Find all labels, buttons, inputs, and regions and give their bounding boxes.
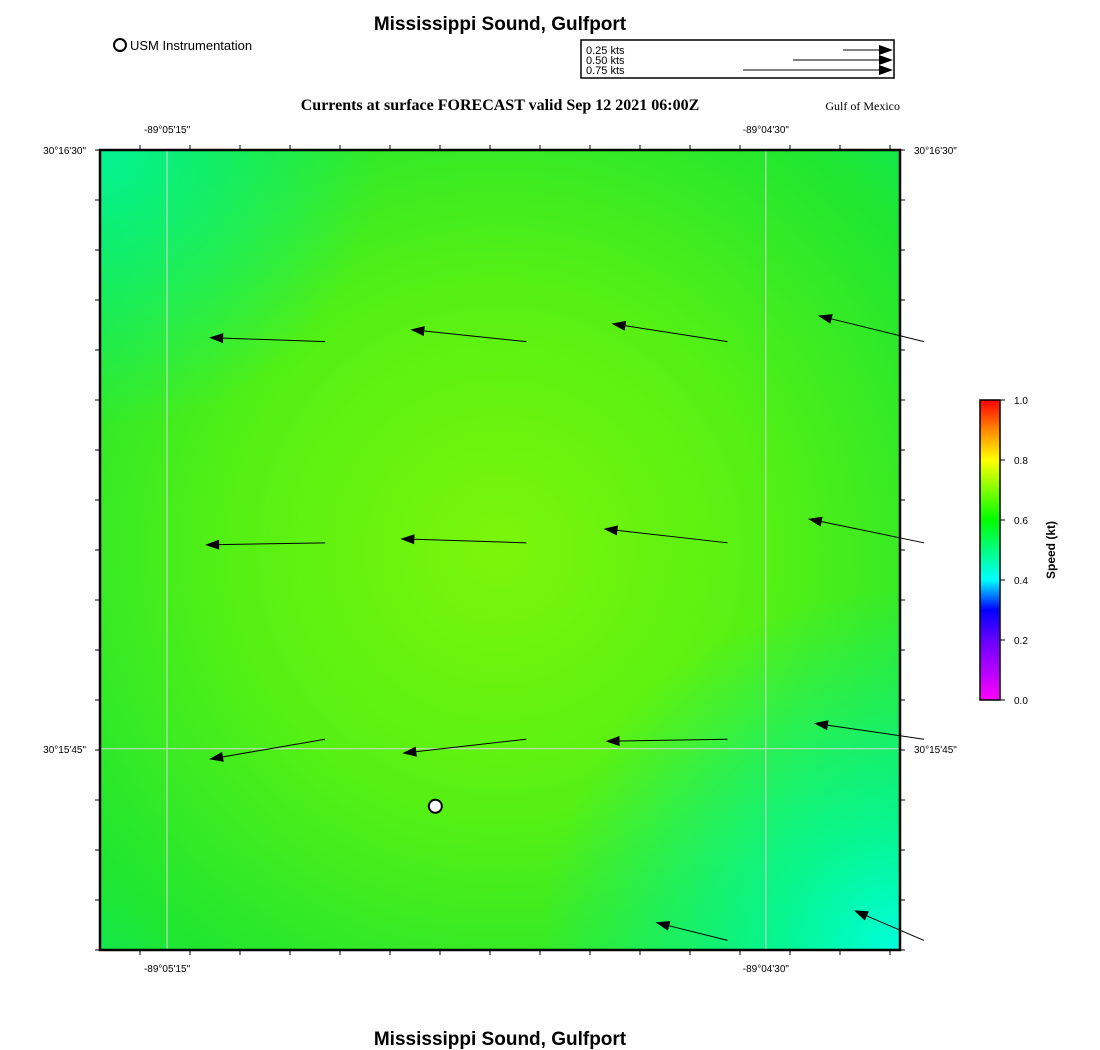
lat-label-right: 30°15'45": [914, 744, 957, 756]
colorbar-tick-label: 0.4: [1014, 576, 1028, 587]
lon-label-top: -89°04'30": [742, 125, 789, 136]
lat-label-right: 30°16'30": [914, 146, 957, 157]
colorbar-gradient: [980, 400, 1000, 700]
forecast-subtitle: Currents at surface FORECAST valid Sep 12 2021 06:00Z: [300, 97, 700, 114]
map-title: Mississippi Sound, Gulfport: [373, 14, 627, 35]
colorbar-label: Speed (kt): [1044, 520, 1058, 580]
station-legend-label: USM Instrumentation: [130, 38, 253, 53]
lat-label-left: 30°15'45": [43, 744, 86, 756]
scale-key-label-075: 0.75 kts: [586, 65, 625, 77]
footer-title: Mississippi Sound, Gulfport: [373, 1029, 627, 1050]
region-label: Gulf of Mexico: [825, 99, 900, 113]
colorbar-tick-label: 0.2: [1014, 636, 1028, 647]
scale-key-box: [581, 40, 894, 78]
colorbar-tick-label: 0.6: [1014, 516, 1028, 527]
lon-label-top: -89°05'15": [143, 125, 191, 136]
scale-key-label-050: 0.50 kts: [586, 55, 625, 67]
vector-scale-key: [581, 40, 894, 78]
current-speed-field: [100, 150, 900, 950]
colorbar-tick-label: 0.0: [1014, 696, 1028, 707]
usm-instrumentation-station-marker[interactable]: [429, 800, 442, 813]
speed-field-corner-se: [100, 150, 900, 950]
scale-key-label-025: 0.25 kts: [586, 45, 625, 57]
lon-label-bottom: -89°04'30": [742, 964, 789, 975]
colorbar-tick-label: 0.8: [1014, 456, 1028, 467]
colorbar-tick-label: 1.0: [1014, 396, 1028, 407]
lat-label-left: 30°16'30": [43, 146, 86, 157]
lon-label-bottom: -89°05'15": [143, 964, 191, 975]
station-legend-marker-icon: [114, 39, 126, 51]
speed-colorbar: [980, 396, 1058, 707]
